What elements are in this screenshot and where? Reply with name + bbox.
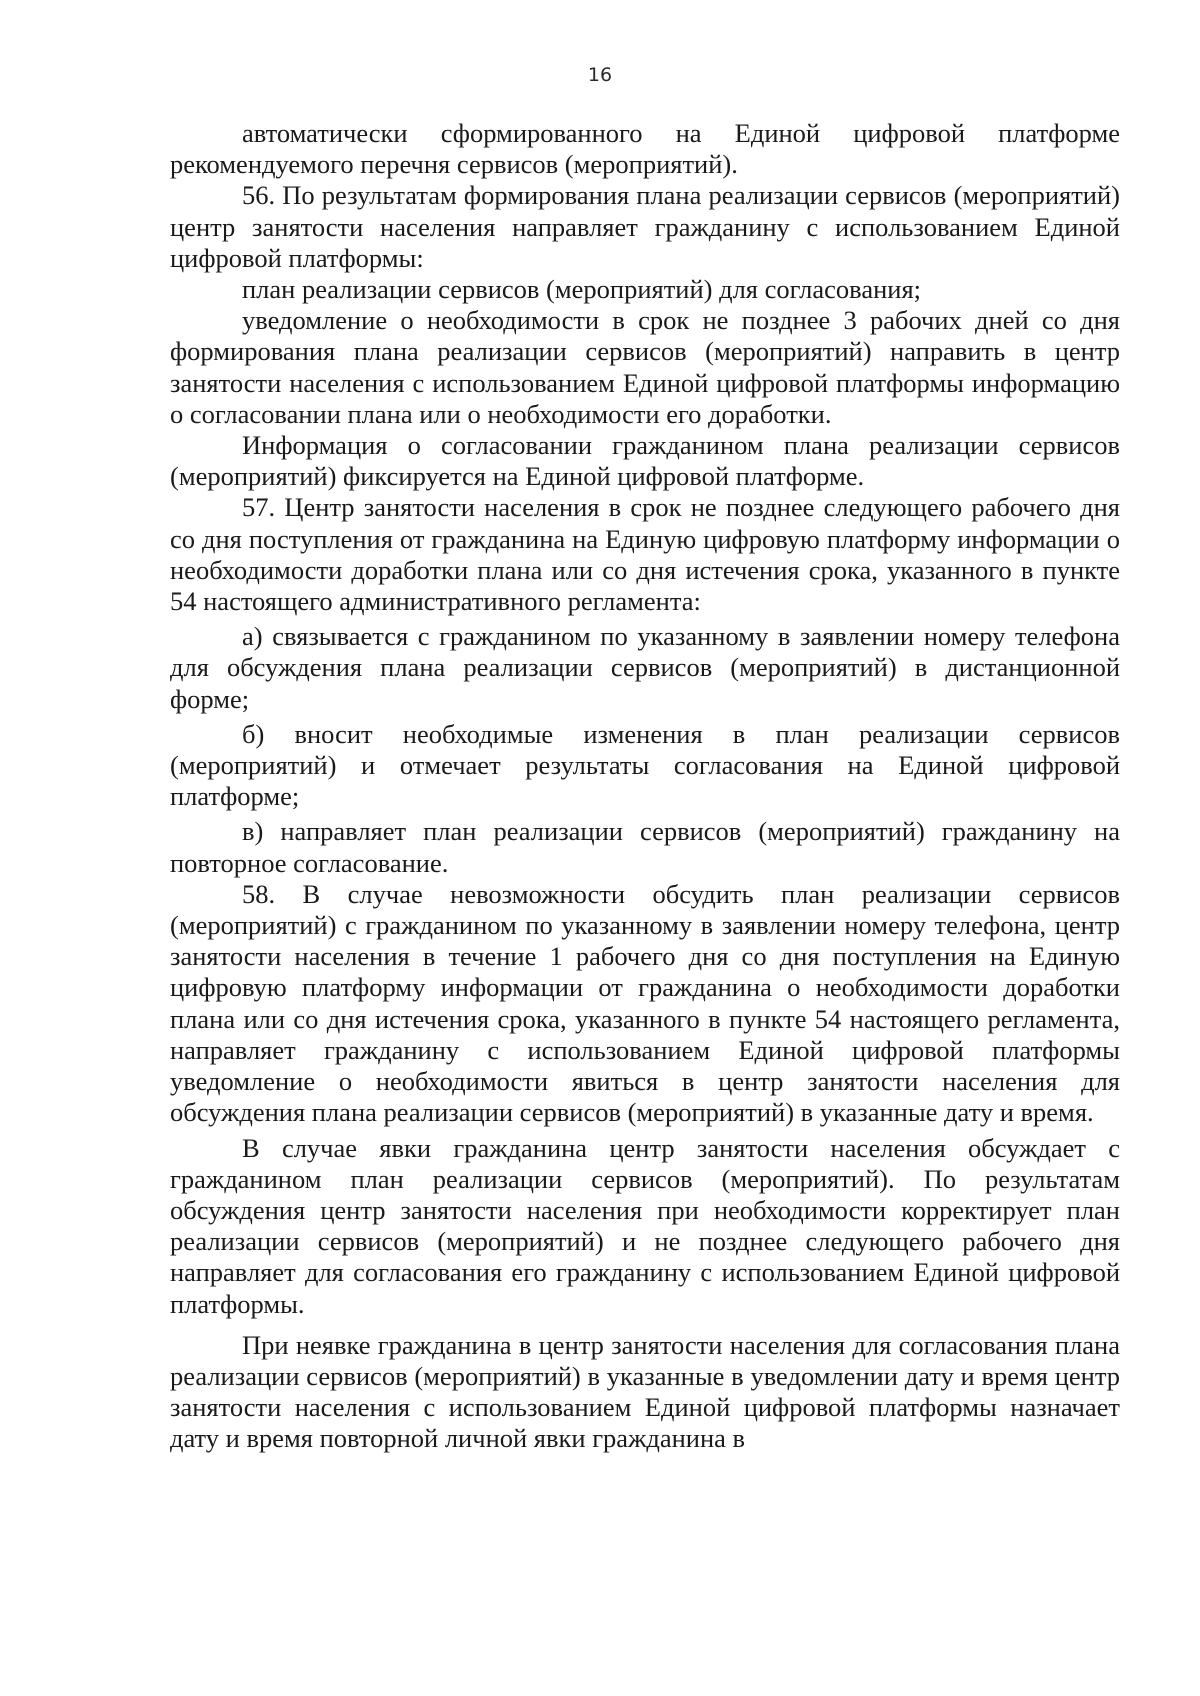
paragraph-agreement-info: Информация о согласовании гражданином плана реализации сервисов (мероприятий) фиксируется на Единой цифровой платформе.	[170, 430, 1120, 492]
paragraph-clause-57: 57. Центр занятости населения в срок не позднее следующего рабочего дня со дня поступления от гражданина на Единую цифровую платформу информации о необходимости доработки плана или со дня истечения срока, указанного в пункте 54 настоящего административного регламента:	[170, 492, 1120, 617]
paragraph-plan-item: план реализации сервисов (мероприятий) для согласования;	[242, 274, 921, 305]
paragraph-attendance: В случае явки гражданина центр занятости населения обсуждает с гражданином план реализации сервисов (мероприятий). По результатам обсуждения центр занятости населения при необходимости корректирует план реализации сервисов (мероприятий) и не позднее следующего рабочего дня направляет для согласования его гражданину с использованием Единой цифровой платформы.	[170, 1132, 1120, 1319]
paragraph-clause-56: 56. По результатам формирования плана реализации сервисов (мероприятий) центр занятости населения направляет гражданину с использованием Единой цифровой платформы:	[170, 180, 1120, 273]
paragraph-continuation: автоматически сформированного на Единой цифровой платформе рекомендуемого перечня сервисов (мероприятий).	[170, 118, 1120, 180]
paragraph-clause-58: 58. В случае невозможности обсудить план реализации сервисов (мероприятий) с гражданином по указанному в заявлении номеру телефона, центр занятости населения в течение 1 рабочего дня со дня поступления на Единую цифровую платформу информации от гражданина о необходимости доработки плана или со дня истечения срока, указанного в пункте 54 настоящего регламента, направляет гражданину с использованием Единой цифровой платформы уведомление о необходимости явиться в центр занятости населения для обсуждения плана реализации сервисов (мероприятий) в указанные дату и время.	[170, 878, 1120, 1128]
paragraph-clause-57-a: а) связывается с гражданином по указанному в заявлении номеру телефона для обсуждения плана реализации сервисов (мероприятий) в дистанционной форме;	[170, 621, 1120, 714]
page-number: 16	[587, 64, 613, 86]
paragraph-non-attendance: При неявке гражданина в центр занятости населения для согласования плана реализации сервисов (мероприятий) в указанные в уведомлении дату и время центр занятости населения с использованием Единой цифровой платформы назначает дату и время повторной личной явки гражданина в	[170, 1329, 1120, 1454]
paragraph-notification-item: уведомление о необходимости в срок не позднее 3 рабочих дней со дня формирования плана реализации сервисов (мероприятий) направить в центр занятости населения с использованием Единой цифровой платформы информацию о согласовании плана или о необходимости его доработки.	[170, 305, 1120, 429]
paragraph-clause-57-c: в) направляет план реализации сервисов (мероприятий) гражданину на повторное согласование.	[170, 816, 1120, 878]
paragraph-clause-57-b: б) вносит необходимые изменения в план реализации сервисов (мероприятий) и отмечает результаты согласования на Единой цифровой платформе;	[170, 718, 1120, 812]
document-body	[170, 118, 1120, 1455]
